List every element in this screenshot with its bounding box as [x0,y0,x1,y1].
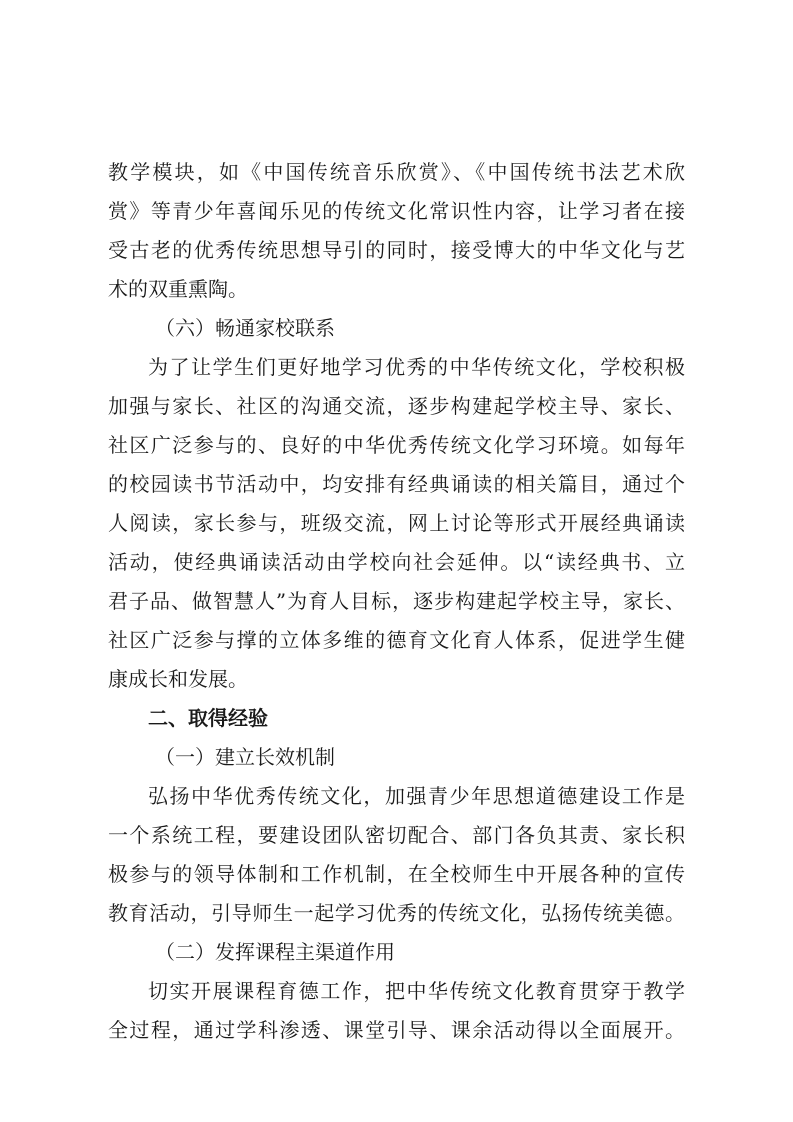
body-text-line: 的校园读书节活动中，均安排有经典诵读的相关篇目，通过个 [108,472,685,496]
body-text-line: 活动，使经典诵读活动由学校向社会延伸。以“读经典书、立 [108,550,685,574]
body-text-line: 君子品、做智慧人”为育人目标，逐步构建起学校主导，家长、 [108,589,685,613]
body-text-line: 受古老的优秀传统思想导引的同时，接受博大的中华文化与艺 [108,238,685,262]
body-text-line: 赏》等青少年喜闻乐见的传统文化常识性内容，让学习者在接 [108,199,685,223]
section-subheading: （六）畅通家校联系 [155,316,335,340]
body-text-line: 人阅读，家长参与，班级交流，网上讨论等形式开展经典诵读 [108,511,685,535]
body-text-line: 全过程，通过学科渗透、课堂引导、课余活动得以全面展开。 [108,1018,685,1042]
section-subheading: （二）发挥课程主渠道作用 [155,940,395,964]
body-text-line: 一个系统工程，要建设团队密切配合、部门各负其责、家长积 [108,823,685,847]
paragraph-first-line: 切实开展课程育德工作，把中华传统文化教育贯穿于教学 [148,979,685,1003]
paragraph-first-line: 为了让学生们更好地学习优秀的中华传统文化，学校积极 [148,355,685,379]
body-text-line: 康成长和发展。 [108,667,248,691]
body-text-line: 加强与家长、社区的沟通交流，逐步构建起学校主导、家长、 [108,394,685,418]
body-text-line: 教育活动，引导师生一起学习优秀的传统文化，弘扬传统美德。 [108,901,685,925]
body-text-line: 教学模块，如《中国传统音乐欣赏》、《中国传统书法艺术欣 [108,160,685,184]
paragraph-first-line: 弘扬中华优秀传统文化，加强青少年思想道德建设工作是 [148,784,685,808]
body-text-line: 社区广泛参与撑的立体多维的德育文化育人体系，促进学生健 [108,628,685,652]
section-subheading: （一）建立长效机制 [155,745,335,769]
section-heading: 二、取得经验 [148,706,268,730]
body-text-line: 社区广泛参与的、良好的中华优秀传统文化学习环境。如每年 [108,433,685,457]
body-text-line: 术的双重熏陶。 [108,277,248,301]
body-text-line: 极参与的领导体制和工作机制，在全校师生中开展各种的宣传 [108,862,685,886]
